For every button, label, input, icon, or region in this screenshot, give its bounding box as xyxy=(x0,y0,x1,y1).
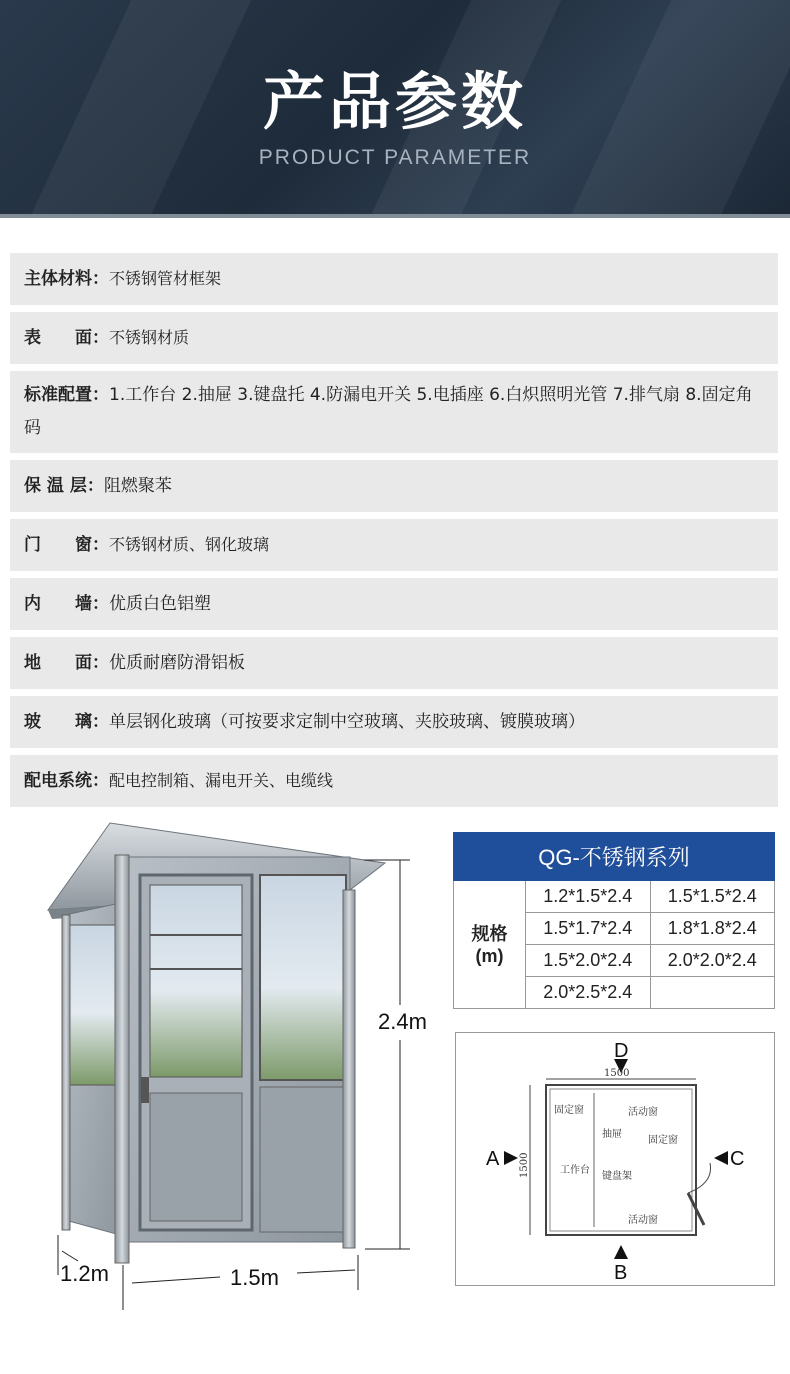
size-cell: 1.2*1.5*2.4 xyxy=(526,881,651,913)
spec-row-insulation xyxy=(10,460,778,512)
spec-value: 优质耐磨防滑铝板 xyxy=(109,653,245,673)
booth-side-window xyxy=(70,925,115,1085)
size-cell: 2.0*2.0*2.4 xyxy=(650,945,775,977)
booth-post xyxy=(62,915,70,1230)
spec-row-glass xyxy=(10,696,778,748)
spec-label-unit: (m) xyxy=(475,945,504,966)
width-dimension: 1.5m xyxy=(230,1265,279,1290)
spec-value: 1.工作台 2.抽屉 3.键盘托 4.防漏电开关 5.电插座 6.白炽照明光管 7.排气扇 8.固定角码 xyxy=(24,385,753,438)
size-cell: 1.5*2.0*2.4 xyxy=(526,945,651,977)
plan-label-movable-window-bottom: 活动窗 xyxy=(628,1215,658,1226)
plan-label-drawer: 抽屉 xyxy=(602,1129,622,1140)
spec-label: 配电系统： xyxy=(24,771,109,791)
spec-row-power-system xyxy=(10,755,778,807)
booth-front-panel xyxy=(260,1087,346,1232)
spec-row-floor xyxy=(10,637,778,689)
plan-letter-b: B xyxy=(614,1262,628,1284)
floor-plan-drawing xyxy=(456,1033,774,1285)
arrow-c-icon xyxy=(714,1151,728,1165)
spec-row-door-window xyxy=(10,519,778,571)
booth-door-glass xyxy=(150,885,242,1077)
spec-label: 保 温 层： xyxy=(24,476,104,496)
booth-front-window xyxy=(260,875,346,1080)
plan-door-swing xyxy=(688,1163,711,1193)
door-handle xyxy=(141,1077,149,1103)
spec-row-surface xyxy=(10,312,778,364)
dim-line xyxy=(297,1270,355,1273)
depth-dimension: 1.2m xyxy=(60,1261,109,1286)
plan-letter-a: A xyxy=(486,1148,500,1170)
size-table-spec-label xyxy=(454,881,526,1009)
booth-drawing xyxy=(40,815,450,1315)
plan-letter-c: C xyxy=(730,1148,745,1170)
size-cell-empty xyxy=(650,977,775,1009)
page-title: 产品参数 xyxy=(262,65,527,138)
spec-label: 地 面： xyxy=(24,653,109,673)
plan-letter-d: D xyxy=(614,1040,629,1062)
spec-row-standard-config xyxy=(10,371,778,453)
size-table xyxy=(453,832,775,1009)
size-cell: 1.5*1.5*2.4 xyxy=(650,881,775,913)
booth-post xyxy=(343,890,355,1248)
spec-label: 门 窗： xyxy=(24,535,109,555)
spec-label: 标准配置： xyxy=(24,385,109,405)
plan-label-workbench: 工作台 xyxy=(560,1165,590,1176)
spec-label: 内 墙： xyxy=(24,594,109,614)
spec-label: 主体材料： xyxy=(24,269,109,289)
spec-label: 玻 璃： xyxy=(24,712,109,732)
spec-value: 不锈钢材质 xyxy=(109,328,190,347)
height-dimension: 2.4m xyxy=(378,1009,427,1034)
plan-label-fixed-window-left: 固定窗 xyxy=(554,1105,584,1116)
booth-illustration xyxy=(40,815,450,1315)
spec-value: 单层钢化玻璃（可按要求定制中空玻璃、夹胶玻璃、镀膜玻璃） xyxy=(109,712,585,732)
arrow-a-icon xyxy=(504,1151,518,1165)
spec-value: 不锈钢材质、钢化玻璃 xyxy=(109,535,270,554)
spec-value: 配电控制箱、漏电开关、电缆线 xyxy=(109,771,334,790)
booth-post xyxy=(115,855,129,1263)
header-banner xyxy=(0,0,790,218)
spec-row-main-material xyxy=(10,253,778,305)
size-cell: 2.0*2.5*2.4 xyxy=(526,977,651,1009)
spec-row-inner-wall xyxy=(10,578,778,630)
spec-value: 阻燃聚苯 xyxy=(103,476,172,496)
spec-list xyxy=(10,253,778,814)
banner-divider xyxy=(0,214,790,218)
page-subtitle: PRODUCT PARAMETER xyxy=(258,146,532,169)
spec-value: 优质白色铝塑 xyxy=(109,594,211,614)
arrow-b-icon xyxy=(614,1245,628,1259)
spec-value: 不锈钢管材框架 xyxy=(109,269,222,288)
size-table-title: QG-不锈钢系列 xyxy=(454,833,775,881)
booth-door-panel xyxy=(150,1093,242,1221)
dim-line xyxy=(62,1251,78,1261)
size-cell: 1.5*1.7*2.4 xyxy=(526,913,651,945)
plan-label-movable-window-top: 活动窗 xyxy=(628,1107,658,1118)
floor-plan xyxy=(455,1032,775,1286)
plan-dim-top: 1500 xyxy=(604,1068,630,1079)
plan-label-keyboard-tray: 键盘架 xyxy=(602,1171,632,1182)
plan-label-fixed-window-right: 固定窗 xyxy=(648,1135,678,1146)
size-cell: 1.8*1.8*2.4 xyxy=(650,913,775,945)
spec-label-line: 规格 xyxy=(471,923,508,944)
dim-line xyxy=(132,1277,220,1283)
spec-label: 表 面： xyxy=(24,328,109,348)
plan-dim-left: 1500 xyxy=(519,1152,530,1178)
